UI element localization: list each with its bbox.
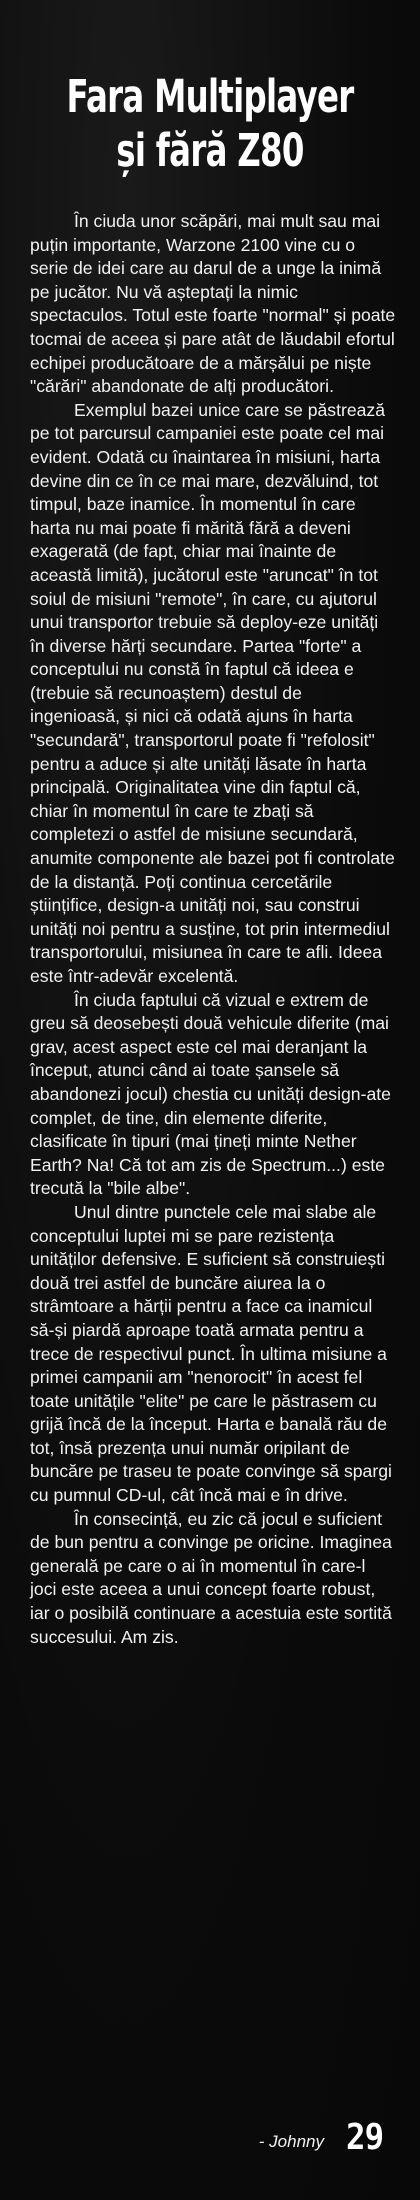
article-paragraph: Unul dintre punctele cele mai slabe ale conceptului luptei mi se pare rezistența unităților defensive. E suficient să construiești două trei astfel de buncăre aiurea la o strâmtoare a hărții pentru a face ca inamicul să-și piardă aproape toată armata pentru a trece de respectivul punct. În ultima misiune a primei campanii am "nenorocit" în acest fel toate unitățile "elite" pe care le păstrasem cu grijă încă de la început. Harta e banală rău de tot, însă prezența unui număr oripilant de buncăre pe traseu te poate convinge să spargi cu pumnul CD-ul, cât încă mai e în drive. [30,1201,392,1506]
article-title [59,70,361,178]
author-signature: - Johnny [258,2132,324,2151]
article-title-line-1: Fara Multiplayer [66,70,354,123]
page-number: 29 [346,2117,384,2158]
article-paragraph: În consecință, eu zic că jocul e suficient de bun pentru a convinge pe oricine. Imaginea generală pe care o ai în momentul în care-l joci este aceea a unui concept foarte robust, iar o posibilă continuare a acestuia este sortită succesului. Am zis. [30,1508,392,1647]
article-paragraph: În ciuda unor scăpări, mai mult sau mai puțin importante, Warzone 2100 vine cu o serie de idei care au darul de a unge la inimă pe jucător. Nu vă așteptați la nimic spectaculos. Totul este foarte "normal" și poate tocmai de aceea și pare atât de lăudabil efortul echipei producătoare de a mărșălui pe niște "cărări" abandonate de alți producători. [30,211,396,397]
article-body [30,210,396,1649]
article-paragraph: În ciuda faptului că vizual e extrem de greu să deosebești două vehicule diferite (mai grav, acest aspect este cel mai deranjant la început, atunci când ai toate șansele să abandonezi jocul) chestia cu unități design-ate complet, de tine, din elemente diferite, clasificate în tipuri (mai țineți minte Nether Earth? Na! Că tot am zis de Spectrum...) este trecută la "bile albe". [30,989,391,1199]
article-paragraph: Exemplul bazei unice care se păstrează pe tot parcursul campaniei este poate cel mai evident. Odată cu înaintarea în misiuni, harta devine din ce în ce mai mare, dezvăluind, tot timpul, baze inamice. În momentul în care harta nu mai poate fi mărită fără a deveni exagerată (de fapt, chiar mai înainte de această limită), jucătorul este "aruncat" în tot soiul de misiuni "remote", în care, cu ajutorul unui transportor trebuie să deploy-eze unități în diverse hărți secundare. Partea "forte" a conceptului nu constă în faptul că ideea e (trebuie să recunoaștem) destul de ingenioasă, și nici că odată ajuns în harta "secundară", transportorul poate fi "refolosit" pentru a aduce și alte unități lăsate în harta principală. Originalitatea vine din faptul că, chiar în momentul în care te zbați să completezi o astfel de misiune secundară, anumite componente ale bazei pot fi controlate de la distanță. Poți continua cercetările științifice, design-a unități noi, sau construi unități noi pentru a susține, tot prin intermediul transportorului, misiunea în care te afli. Ideea este într-adevăr excelentă. [30,399,395,986]
article-title-line-2: și fără Z80 [116,124,304,177]
